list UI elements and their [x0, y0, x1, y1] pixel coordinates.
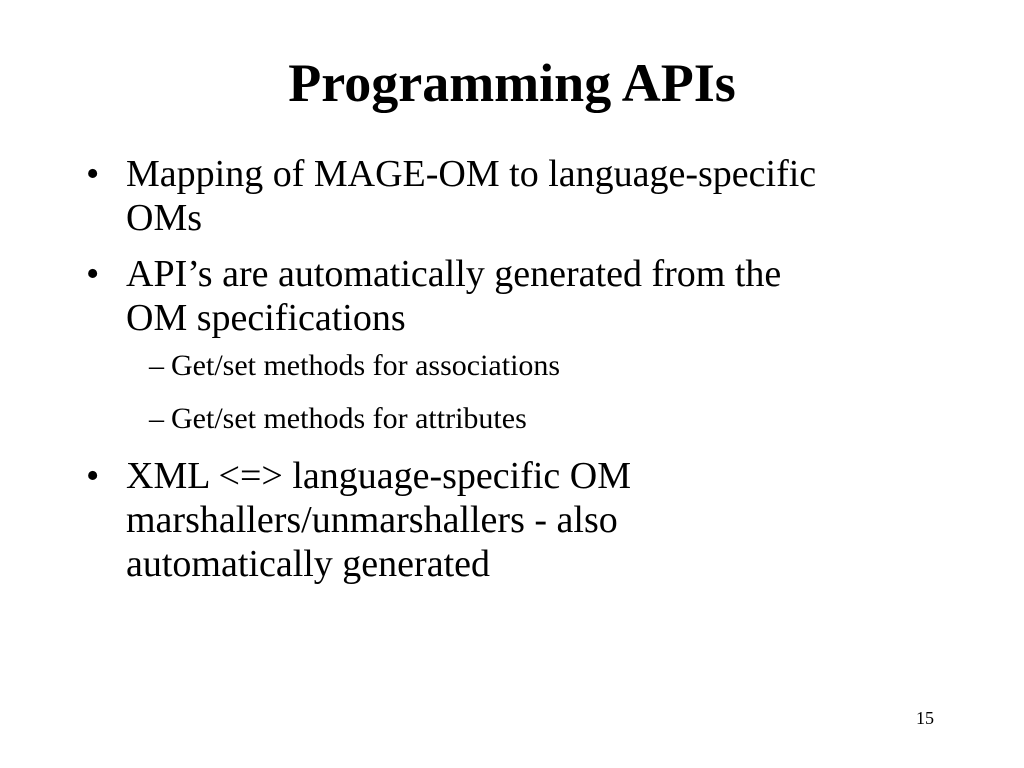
sub-item-marker: – [149, 402, 164, 435]
slide-body [86, 152, 966, 598]
bullet-text-line: marshallers/unmarshallers - also [126, 499, 618, 541]
bullet-text-line: XML <=> language-specific OM [126, 455, 632, 497]
bullet-text-line: OMs [126, 197, 203, 239]
sub-item-attributes [86, 401, 966, 437]
sub-item-associations [86, 348, 966, 384]
bullet-marker: • [86, 153, 100, 195]
bullet-marker: • [86, 455, 100, 497]
bullet-item-xml-marshallers [86, 454, 966, 586]
bullet-text-line: OM specifications [126, 297, 406, 339]
bullet-text-line: API’s are automatically generated from the [126, 253, 782, 295]
bullet-marker: • [86, 253, 100, 295]
page-number: 15 [916, 708, 934, 728]
sub-item-marker: – [149, 349, 164, 382]
bullet-item-mapping [86, 152, 966, 240]
bullet-text-line: automatically generated [126, 543, 490, 585]
bullet-text-line: Mapping of MAGE-OM to language-specific [126, 153, 817, 195]
sub-item-text: Get/set methods for attributes [171, 402, 527, 435]
slide-title: Programming APIs [288, 53, 736, 113]
bullet-item-api-generation [86, 252, 966, 340]
sub-item-text: Get/set methods for associations [171, 349, 561, 382]
